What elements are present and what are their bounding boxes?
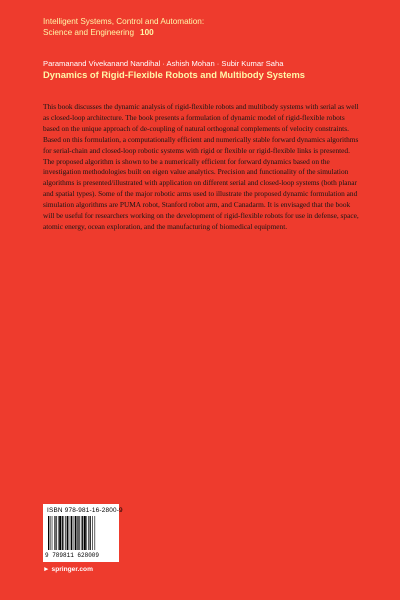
barcode-bar [67,516,69,550]
barcode-bar [59,516,61,550]
barcode-bar [78,516,79,550]
back-cover-blurb [43,102,360,233]
barcode-bar [62,516,63,550]
barcode-bar [64,516,65,550]
barcode-bar [48,516,49,550]
right-arrow-icon: ► [43,566,50,573]
barcode-bar [73,516,74,550]
series-name-line2: Science and Engineering [43,28,135,37]
blurb-text: This book discusses the dynamic analysis of rigid-flexible robots and multibody systems with serial as well as closed-loop architecture. The book presents a formulation of dynamic model of rigid-flexible robots based on the unique approach of de-coupling of natural orthogonal complements of velocity constraints. Based on this formulation, a computationally efficient and numerically stable forward dynamics algorithms for serial-chain and closed-loop robotic systems with rigid or flexible or rigid-flexible links is presented. The proposed algorithm is shown to be a numerically efficient for forward dynamics based on the investigation methodologies built on eigen value analytics. Precision and functionality of the simulation algorithms is presented/illustrated with application on different serial and closed-loop systems (both planar and spatial types). Some of the major robotic arms used to illustrate the proposed dynamic formulation and simulation algorithms are PUMA robot, Stanford robot arm, and Canadarm. It is envisaged that the book will be useful for researchers working on the development of rigid-flexible robots for use in defense, space, atomic energy, ocean exploration, and the manufacturing of biomedical equipment. [43,102,359,231]
publisher-link[interactable] [43,566,93,573]
barcode-bar [65,516,66,550]
series-info [43,16,204,38]
barcode-bar [90,516,91,550]
barcode-bar [71,516,72,550]
barcode-bar [86,516,87,550]
series-volume: 100 [140,28,154,37]
series-name-line1: Intelligent Systems, Control and Automation: [43,17,205,26]
barcode-bar [84,516,86,550]
barcode-bar [52,516,53,550]
barcode-bar [75,516,77,550]
barcode-bar [95,516,96,550]
barcode-icon [48,516,114,550]
isbn-label: ISBN 978-981-16-2800-9 [47,507,123,514]
barcode-bar [92,516,93,550]
barcode-bar [88,516,89,550]
publisher-url: springer.com [51,566,93,573]
barcode-bar [54,516,55,550]
book-title: Dynamics of Rigid-Flexible Robots and Multibody Systems [43,69,306,80]
authors: Paramanand Vivekanand Nandihal · Ashish Mohan · Subir Kumar Saha [43,59,284,68]
barcode-bar [82,516,83,550]
barcode-bar [55,516,56,550]
barcode-bar [77,516,78,550]
barcode-digits: 9 789811 628009 [45,552,100,559]
barcode-box [43,504,123,562]
series-name-line2-wrap [43,27,204,38]
barcode-bar [58,516,59,550]
barcode-bar [50,516,51,550]
barcode-bar [81,516,82,550]
barcode-bar [70,516,71,550]
